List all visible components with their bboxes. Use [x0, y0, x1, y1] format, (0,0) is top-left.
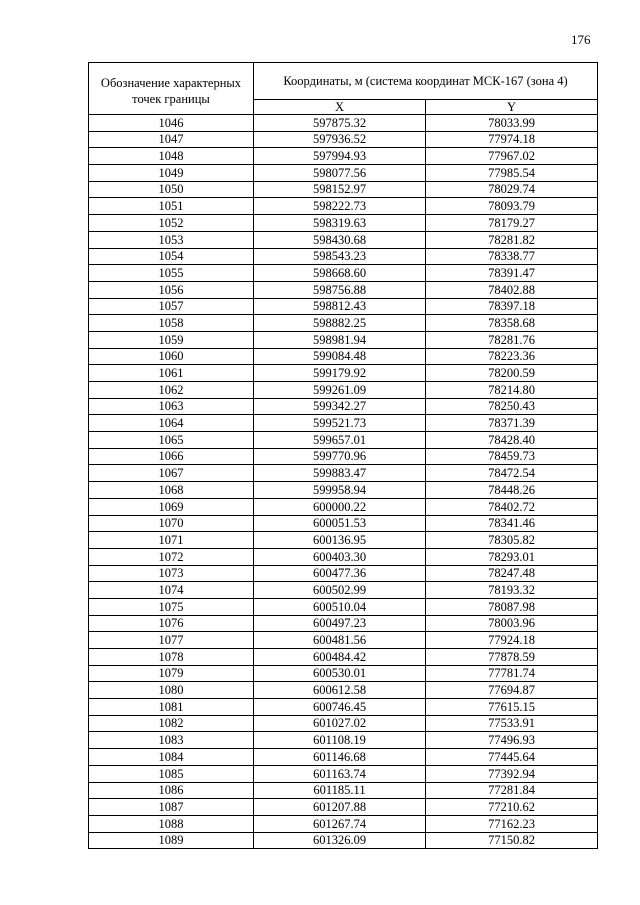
table-header-row [89, 63, 598, 100]
x-coordinate-cell: 601185.11 [254, 782, 426, 799]
point-id-cell: 1074 [89, 582, 254, 599]
point-id-cell: 1078 [89, 649, 254, 666]
point-id-cell: 1057 [89, 298, 254, 315]
y-coordinate-cell: 77162.23 [426, 815, 598, 832]
table-row [89, 482, 598, 499]
y-coordinate-cell: 77781.74 [426, 665, 598, 682]
y-coordinate-cell: 78179.27 [426, 215, 598, 232]
x-coordinate-cell: 600051.53 [254, 515, 426, 532]
point-id-cell: 1067 [89, 465, 254, 482]
table-row [89, 415, 598, 432]
point-id-cell: 1087 [89, 799, 254, 816]
table-row [89, 348, 598, 365]
table-row [89, 331, 598, 348]
y-coordinate-cell: 78093.79 [426, 198, 598, 215]
y-coordinate-cell: 78397.18 [426, 298, 598, 315]
x-coordinate-cell: 600502.99 [254, 582, 426, 599]
x-coordinate-cell: 600530.01 [254, 665, 426, 682]
x-coordinate-cell: 599084.48 [254, 348, 426, 365]
table-row [89, 298, 598, 315]
x-coordinate-cell: 599958.94 [254, 482, 426, 499]
y-coordinate-cell: 78402.72 [426, 498, 598, 515]
table-row [89, 615, 598, 632]
y-coordinate-cell: 77694.87 [426, 682, 598, 699]
table-row [89, 799, 598, 816]
point-id-cell: 1085 [89, 765, 254, 782]
x-coordinate-cell: 601326.09 [254, 832, 426, 849]
coordinates-table [88, 62, 598, 849]
point-id-cell: 1066 [89, 448, 254, 465]
x-coordinate-cell: 600136.95 [254, 532, 426, 549]
point-id-cell: 1076 [89, 615, 254, 632]
point-id-cell: 1058 [89, 315, 254, 332]
point-id-cell: 1047 [89, 131, 254, 148]
x-coordinate-cell: 601267.74 [254, 815, 426, 832]
y-coordinate-cell: 78371.39 [426, 415, 598, 432]
table-row [89, 432, 598, 449]
point-id-cell: 1070 [89, 515, 254, 532]
y-coordinate-cell: 77533.91 [426, 715, 598, 732]
point-id-cell: 1079 [89, 665, 254, 682]
table-body [89, 115, 598, 849]
y-coordinate-cell: 78472.54 [426, 465, 598, 482]
x-coordinate-cell: 600510.04 [254, 598, 426, 615]
table-row [89, 382, 598, 399]
y-coordinate-cell: 77150.82 [426, 832, 598, 849]
point-id-cell: 1065 [89, 432, 254, 449]
table-row [89, 365, 598, 382]
x-coordinate-cell: 598812.43 [254, 298, 426, 315]
point-id-cell: 1054 [89, 248, 254, 265]
table-row [89, 682, 598, 699]
table-row [89, 632, 598, 649]
table-row [89, 198, 598, 215]
point-id-cell: 1071 [89, 532, 254, 549]
point-id-cell: 1082 [89, 715, 254, 732]
y-coordinate-cell: 78459.73 [426, 448, 598, 465]
y-coordinate-cell: 77496.93 [426, 732, 598, 749]
x-coordinate-cell: 600000.22 [254, 498, 426, 515]
y-coordinate-cell: 78193.32 [426, 582, 598, 599]
point-id-cell: 1046 [89, 115, 254, 132]
table-row [89, 498, 598, 515]
y-coordinate-cell: 78087.98 [426, 598, 598, 615]
table-row [89, 765, 598, 782]
x-coordinate-cell: 598319.63 [254, 215, 426, 232]
point-id-cell: 1050 [89, 181, 254, 198]
x-coordinate-cell: 598077.56 [254, 165, 426, 182]
y-coordinate-cell: 78247.48 [426, 565, 598, 582]
point-id-cell: 1061 [89, 365, 254, 382]
x-coordinate-cell: 600481.56 [254, 632, 426, 649]
x-coordinate-cell: 599261.09 [254, 382, 426, 399]
y-coordinate-cell: 78402.88 [426, 281, 598, 298]
table-row [89, 582, 598, 599]
table-row [89, 749, 598, 766]
y-coordinate-cell: 78293.01 [426, 548, 598, 565]
x-coordinate-cell: 599521.73 [254, 415, 426, 432]
table-row [89, 699, 598, 716]
point-id-cell: 1088 [89, 815, 254, 832]
y-coordinate-cell: 78029.74 [426, 181, 598, 198]
x-coordinate-cell: 598668.60 [254, 265, 426, 282]
y-coordinate-cell: 78281.76 [426, 331, 598, 348]
x-coordinate-cell: 600746.45 [254, 699, 426, 716]
x-coordinate-cell: 598222.73 [254, 198, 426, 215]
table-row [89, 598, 598, 615]
x-coordinate-cell: 599179.92 [254, 365, 426, 382]
table-row [89, 115, 598, 132]
table-row [89, 715, 598, 732]
table-row [89, 548, 598, 565]
point-id-cell: 1077 [89, 632, 254, 649]
x-coordinate-cell: 597936.52 [254, 131, 426, 148]
y-coordinate-cell: 78250.43 [426, 398, 598, 415]
y-coordinate-cell: 77974.18 [426, 131, 598, 148]
x-coordinate-cell: 601027.02 [254, 715, 426, 732]
x-coordinate-cell: 601207.88 [254, 799, 426, 816]
table-row [89, 565, 598, 582]
table-row [89, 248, 598, 265]
table-row [89, 832, 598, 849]
x-coordinate-cell: 598756.88 [254, 281, 426, 298]
point-id-cell: 1055 [89, 265, 254, 282]
table-row [89, 165, 598, 182]
point-id-cell: 1072 [89, 548, 254, 565]
table-row [89, 265, 598, 282]
x-coordinate-cell: 600484.42 [254, 649, 426, 666]
x-coordinate-cell: 601163.74 [254, 765, 426, 782]
table-row [89, 231, 598, 248]
y-coordinate-cell: 78341.46 [426, 515, 598, 532]
point-id-cell: 1089 [89, 832, 254, 849]
table-row [89, 532, 598, 549]
point-id-cell: 1080 [89, 682, 254, 699]
table-row [89, 515, 598, 532]
point-id-cell: 1053 [89, 231, 254, 248]
point-id-cell: 1060 [89, 348, 254, 365]
x-coordinate-cell: 599342.27 [254, 398, 426, 415]
y-coordinate-cell: 78338.77 [426, 248, 598, 265]
table-row [89, 649, 598, 666]
point-id-cell: 1086 [89, 782, 254, 799]
point-id-cell: 1059 [89, 331, 254, 348]
x-coordinate-cell: 600403.30 [254, 548, 426, 565]
table-row [89, 181, 598, 198]
y-coordinate-cell: 78391.47 [426, 265, 598, 282]
point-id-cell: 1081 [89, 699, 254, 716]
x-coordinate-cell: 598543.23 [254, 248, 426, 265]
x-coordinate-cell: 599883.47 [254, 465, 426, 482]
header-x: X [254, 100, 426, 115]
y-coordinate-cell: 78448.26 [426, 482, 598, 499]
table-row [89, 148, 598, 165]
point-id-cell: 1063 [89, 398, 254, 415]
point-id-cell: 1062 [89, 382, 254, 399]
x-coordinate-cell: 597994.93 [254, 148, 426, 165]
point-id-cell: 1075 [89, 598, 254, 615]
y-coordinate-cell: 77615.15 [426, 699, 598, 716]
x-coordinate-cell: 598882.25 [254, 315, 426, 332]
y-coordinate-cell: 78003.96 [426, 615, 598, 632]
x-coordinate-cell: 598981.94 [254, 331, 426, 348]
x-coordinate-cell: 600612.58 [254, 682, 426, 699]
y-coordinate-cell: 77924.18 [426, 632, 598, 649]
y-coordinate-cell: 78305.82 [426, 532, 598, 549]
y-coordinate-cell: 77281.84 [426, 782, 598, 799]
table-row [89, 465, 598, 482]
table-row [89, 448, 598, 465]
y-coordinate-cell: 78428.40 [426, 432, 598, 449]
table-row [89, 782, 598, 799]
x-coordinate-cell: 601146.68 [254, 749, 426, 766]
y-coordinate-cell: 78200.59 [426, 365, 598, 382]
x-coordinate-cell: 600497.23 [254, 615, 426, 632]
header-coordinates: Координаты, м (система координат МСК-167 (зона 4) [254, 63, 598, 100]
point-id-cell: 1052 [89, 215, 254, 232]
y-coordinate-cell: 78223.36 [426, 348, 598, 365]
table-row [89, 215, 598, 232]
x-coordinate-cell: 600477.36 [254, 565, 426, 582]
point-id-cell: 1069 [89, 498, 254, 515]
y-coordinate-cell: 77878.59 [426, 649, 598, 666]
y-coordinate-cell: 78358.68 [426, 315, 598, 332]
y-coordinate-cell: 77967.02 [426, 148, 598, 165]
table-row [89, 665, 598, 682]
x-coordinate-cell: 598430.68 [254, 231, 426, 248]
y-coordinate-cell: 78214.80 [426, 382, 598, 399]
table-row [89, 315, 598, 332]
y-coordinate-cell: 77985.54 [426, 165, 598, 182]
y-coordinate-cell: 78033.99 [426, 115, 598, 132]
point-id-cell: 1051 [89, 198, 254, 215]
x-coordinate-cell: 597875.32 [254, 115, 426, 132]
x-coordinate-cell: 598152.97 [254, 181, 426, 198]
table-row [89, 281, 598, 298]
point-id-cell: 1068 [89, 482, 254, 499]
page-number: 176 [571, 32, 591, 47]
point-id-cell: 1073 [89, 565, 254, 582]
point-id-cell: 1049 [89, 165, 254, 182]
table-row [89, 131, 598, 148]
y-coordinate-cell: 78281.82 [426, 231, 598, 248]
y-coordinate-cell: 77392.94 [426, 765, 598, 782]
header-points: Обозначение характерных точек границы [89, 63, 254, 115]
header-y: Y [426, 100, 598, 115]
point-id-cell: 1064 [89, 415, 254, 432]
x-coordinate-cell: 599770.96 [254, 448, 426, 465]
x-coordinate-cell: 599657.01 [254, 432, 426, 449]
y-coordinate-cell: 77445.64 [426, 749, 598, 766]
table-row [89, 815, 598, 832]
point-id-cell: 1048 [89, 148, 254, 165]
table-row [89, 732, 598, 749]
point-id-cell: 1083 [89, 732, 254, 749]
point-id-cell: 1056 [89, 281, 254, 298]
x-coordinate-cell: 601108.19 [254, 732, 426, 749]
table-row [89, 398, 598, 415]
y-coordinate-cell: 77210.62 [426, 799, 598, 816]
point-id-cell: 1084 [89, 749, 254, 766]
